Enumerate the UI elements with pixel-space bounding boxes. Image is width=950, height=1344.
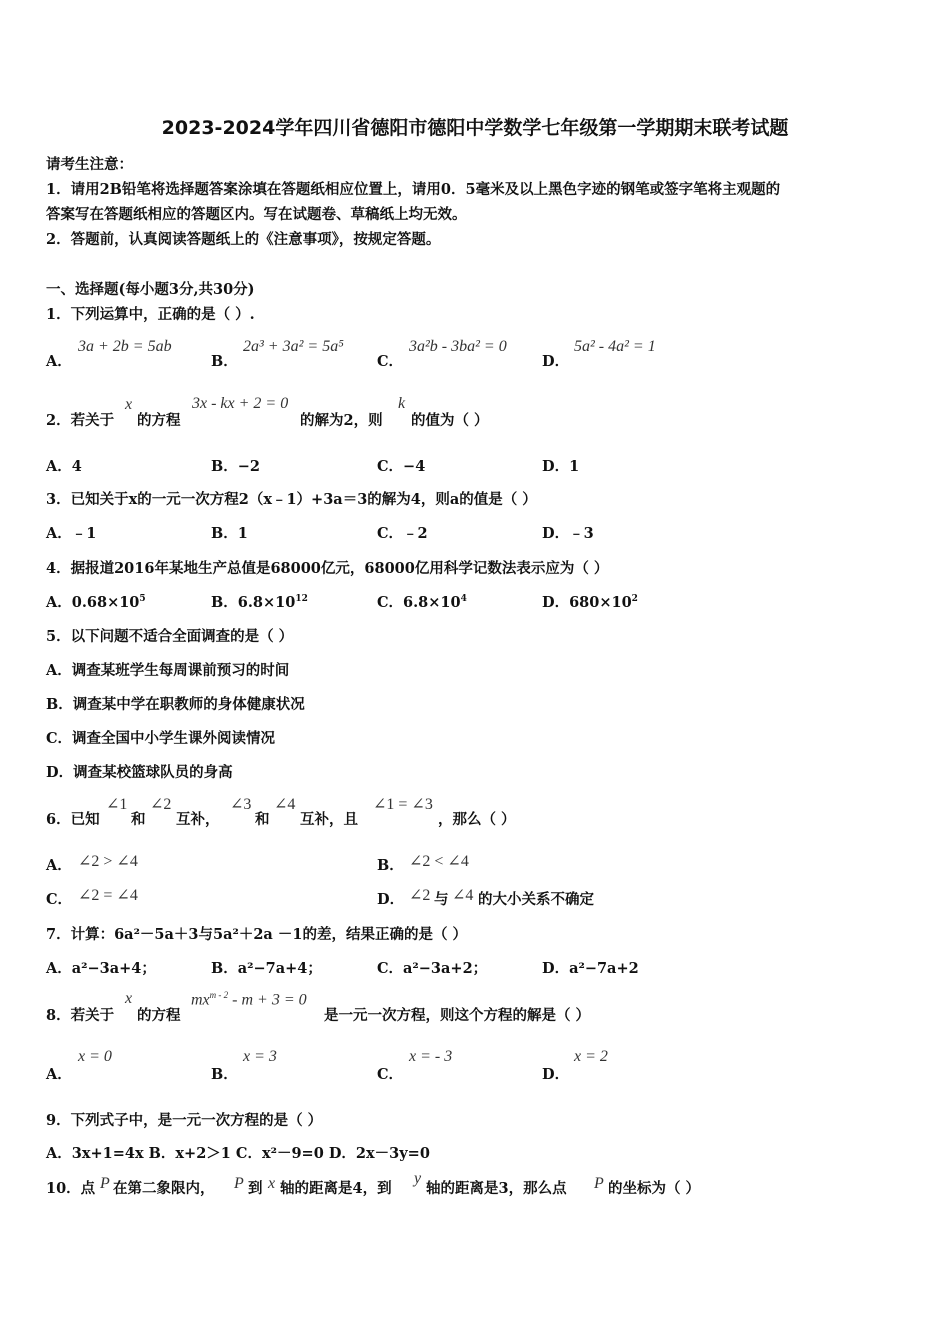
q3-option-b: B．1 — [211, 525, 248, 542]
q2-option-b: B．−2 — [211, 458, 260, 475]
q6-option-d-angle-2: ∠4 — [452, 887, 474, 904]
q6-angle-1: ∠1 — [106, 796, 128, 813]
q7-stem: 7．计算：6a²－5a＋3与5a²＋2a －1的差，结果正确的是（ ） — [46, 926, 468, 943]
q6-text-3: 互补， — [176, 811, 220, 828]
q10-point-p-2: P — [234, 1175, 244, 1192]
q10-var-y: y — [414, 1170, 422, 1187]
q10-text-6: 的坐标为（ ） — [608, 1180, 701, 1197]
q1-label-a: A． — [46, 353, 72, 370]
q8-label-d: D． — [542, 1066, 570, 1083]
q10-point-p-1: P — [100, 1175, 110, 1192]
q10-text-1: 10．点 — [46, 1180, 96, 1197]
section-heading: 一、选择题(每小题3分,共30分) — [46, 281, 255, 298]
q5-option-c: C．调查全国中小学生课外阅读情况 — [46, 730, 276, 747]
q8-text-1: 8．若关于 — [46, 1007, 115, 1024]
q6-option-b: ∠2 < ∠4 — [409, 853, 469, 870]
q6-angle-3: ∠3 — [230, 796, 252, 813]
q8-label-a: A． — [46, 1066, 72, 1083]
q6-angle-4: ∠4 — [274, 796, 296, 813]
q10-point-p-3: P — [594, 1175, 604, 1192]
q1-option-b: 2a³ + 3a² = 5a⁵ — [243, 338, 344, 355]
q4-option-b: B．$6.8\times 10^{12}$ — [211, 594, 308, 611]
q2-var-x: x — [125, 396, 133, 413]
q6-text-5: 互补，且 — [300, 811, 358, 828]
q6-option-d-text-1: 与 — [434, 891, 449, 908]
q2-equation: 3x - kx + 2 = 0 — [192, 395, 289, 412]
q2-text-1: 2．若关于 — [46, 412, 115, 429]
q1-label-c: C． — [377, 353, 404, 370]
q7-option-d: D．a²−7a+2 — [542, 960, 639, 977]
q1-label-b: B． — [211, 353, 238, 370]
q8-label-c: C． — [377, 1066, 404, 1083]
q7-option-c: C．a²−3a+2； — [377, 960, 488, 977]
q6-text-1: 6．已知 — [46, 811, 100, 828]
q6-option-a: ∠2 > ∠4 — [78, 853, 138, 870]
q6-label-d: D． — [377, 891, 405, 908]
q6-text-6: ，那么（ ） — [438, 811, 516, 828]
q9-options: A．3x+1=4x B．x+2＞1 C．x²－9=0 D．2x－3y=0 — [46, 1145, 430, 1162]
q8-equation: $mx^{m - 2} - m + 3 = 0$ — [191, 990, 307, 1009]
q10-var-x: x — [268, 1175, 276, 1192]
notice-line-2: 2．答题前，认真阅读答题纸上的《注意事项》，按规定答题。 — [46, 231, 441, 248]
notice-header: 请考生注意： — [46, 156, 133, 173]
q1-label-d: D． — [542, 353, 570, 370]
q1-option-a: 3a + 2b = 5ab — [78, 338, 172, 355]
q3-stem: 3．已知关于x的一元一次方程2（x﹣1）+3a＝3的解为4，则a的值是（ ） — [46, 491, 537, 508]
q3-option-d: D．﹣3 — [542, 525, 594, 542]
q2-text-3: 的解为2，则 — [300, 412, 383, 429]
q6-label-a: A． — [46, 857, 72, 874]
q6-label-c: C． — [46, 891, 73, 908]
q2-text-4: 的值为（ ） — [411, 412, 489, 429]
q7-option-a: A．a²−3a+4； — [46, 960, 156, 977]
q9-stem: 9．下列式子中，是一元一次方程的是（ ） — [46, 1112, 323, 1129]
notice-line-1b: 答案写在答题纸相应的答题区内。写在试题卷、草稿纸上均无效。 — [46, 206, 467, 223]
q4-option-c: C．$6.8\times 10^4$ — [377, 594, 467, 611]
q6-equation: ∠1 = ∠3 — [373, 796, 433, 813]
q8-option-a: x = 0 — [78, 1048, 112, 1065]
q4-option-d: D．$680\times 10^2$ — [542, 594, 638, 611]
q6-option-d-text-2: 的大小关系不确定 — [478, 891, 594, 908]
q2-option-a: A．4 — [46, 458, 82, 475]
q4-option-a: A．$0.68\times 10^5$ — [46, 594, 146, 611]
q6-angle-2: ∠2 — [150, 796, 172, 813]
q6-text-2: 和 — [131, 811, 146, 828]
q6-option-c: ∠2 = ∠4 — [78, 887, 138, 904]
q8-text-3: 是一元一次方程，则这个方程的解是（ ） — [324, 1007, 591, 1024]
q7-option-b: B．a²−7a+4； — [211, 960, 322, 977]
q3-option-a: A．﹣1 — [46, 525, 97, 542]
q2-option-c: C．−4 — [377, 458, 426, 475]
q5-stem: 5．以下问题不适合全面调查的是（ ） — [46, 628, 294, 645]
q2-text-2: 的方程 — [137, 412, 181, 429]
q6-option-d-angle-1: ∠2 — [409, 887, 431, 904]
q8-var-x: x — [125, 990, 133, 1007]
q5-option-b: B．调查某中学在职教师的身体健康状况 — [46, 696, 305, 713]
q2-option-d: D．1 — [542, 458, 580, 475]
page-title: 2023-2024学年四川省德阳市德阳中学数学七年级第一学期期末联考试题 — [161, 117, 789, 139]
q1-stem: 1．下列运算中，正确的是（ ）. — [46, 306, 255, 323]
q8-label-b: B． — [211, 1066, 238, 1083]
q8-option-b: x = 3 — [243, 1048, 277, 1065]
q10-text-5: 轴的距离是3，那么点 — [426, 1180, 567, 1197]
notice-line-1a: 1．请用2B铅笔将选择题答案涂填在答题纸相应位置上，请用0．5毫米及以上黑色字迹的钢笔或签字笔将主观题的 — [46, 181, 781, 198]
q6-label-b: B． — [377, 857, 404, 874]
q8-option-c: x = - 3 — [409, 1048, 453, 1065]
q10-text-3: 到 — [248, 1180, 263, 1197]
q2-var-k: k — [398, 395, 406, 412]
q4-stem: 4．据报道2016年某地生产总值是68000亿元，68000亿用科学记数法表示应为（ ） — [46, 560, 609, 577]
q6-text-4: 和 — [255, 811, 270, 828]
q5-option-d: D．调查某校篮球队员的身高 — [46, 764, 233, 781]
q10-text-4: 轴的距离是4，到 — [280, 1180, 392, 1197]
q10-text-2: 在第二象限内， — [113, 1180, 215, 1197]
q3-option-c: C．﹣2 — [377, 525, 428, 542]
q8-text-2: 的方程 — [137, 1007, 181, 1024]
q1-option-c: 3a²b - 3ba² = 0 — [409, 338, 507, 355]
q8-option-d: x = 2 — [574, 1048, 608, 1065]
q1-option-d: 5a² - 4a² = 1 — [574, 338, 656, 355]
q5-option-a: A．调查某班学生每周课前预习的时间 — [46, 662, 290, 679]
